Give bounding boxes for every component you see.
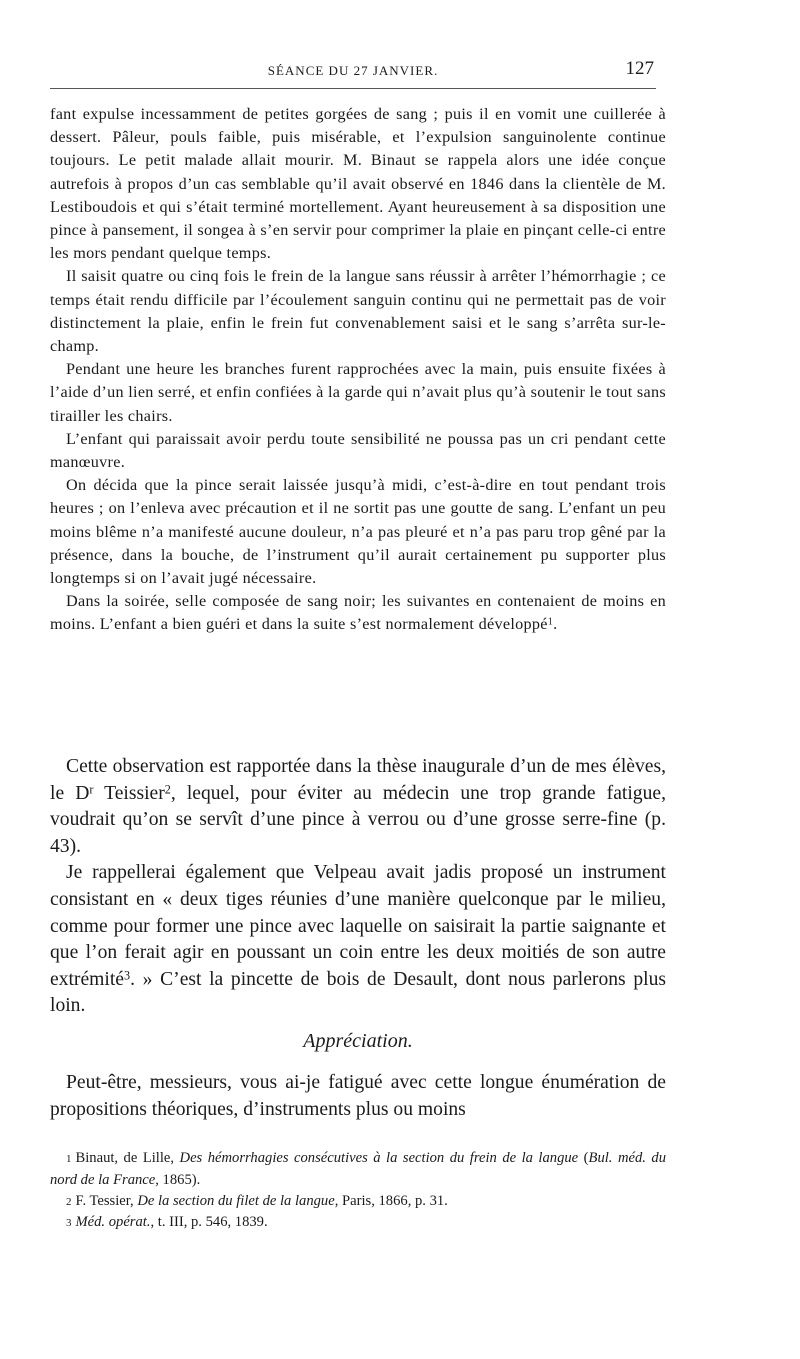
section-heading: Appréciation.	[303, 1030, 413, 1052]
case-report-last-text: Dans la soirée, selle composée de sang noir; les suivantes en contenaient de moins en moins. L’enfant a bien guéri et dans la suite s’est normalement développé	[50, 592, 666, 634]
footnote-2: 2 F. Tessier, De la section du filet de la langue, Paris, 1866, p. 31.	[66, 1192, 448, 1209]
case-report-paragraph: Dans la soirée, selle composée de sang noir; les suivantes en contenaient de moins en moins. L’enfant a bien guéri et dans la suite s’est normalement développé$^1$.	[50, 592, 666, 634]
body-paragraph-2: Je rappellerai également que Velpeau avait jadis proposé un instrument consistant en « deux tiges réunies d’une manière quelconque par le milieu, comme pour former une pince avec laquelle on saisirait la partie saignante et que l’on ferait agir en poussant un coin entre les deux moitiés de son autre extrémité$^3$. » C’est la pincette de bois de Desault, dont nous parlerons plus loin.	[50, 862, 667, 1017]
footnote-3: 3 Méd. opérat., t. III, p. 546, 1839.	[66, 1214, 268, 1231]
body-paragraph-1: Cette observation est rapportée dans la thèse inaugurale d’un de mes élèves, le $D^r$ Teissier$^2$, lequel, pour éviter au médecin une trop grande fatigue, voudrait qu’on se servît d’une pince à verrou ou d’une grosse serre-fine (p. 43).	[50, 756, 666, 857]
page-number: 127	[625, 58, 654, 79]
main-text	[50, 754, 666, 1020]
case-report-paragraph: L’enfant qui paraissait avoir perdu toute sensibilité ne poussa pas un cri pendant cette manœuvre.	[50, 429, 666, 472]
case-report-quotation	[50, 103, 666, 637]
case-report-paragraph: On décida que la pince serait laissée jusqu’à midi, c’est-à-dire en tout pendant trois heures ; on l’enleva avec précaution et il ne sortit pas une goutte de sang. L’enfant un peu moins blême n’a manifesté aucune douleur, n’a pas pleuré et n’a pas paru trop gêné par la présence, dans la bouche, de l’instrument qu’il aurait certainement pu supporter plus longtemps si on l’avait jugé nécessaire.	[50, 476, 666, 588]
footnote-ref: 2	[164, 782, 171, 797]
case-report-paragraph: Il saisit quatre ou cinq fois le frein de la langue sans réussir à arrêter l’hémorrhagie ; ce temps était rendu difficile par l’écoulement sanguin continu qui ne permettait pas de voir distinctement la plaie, enfin le frein fut convenablement saisi et le sang s’arrêta sur-le-champ.	[50, 267, 666, 356]
case-report-paragraph: fant expulse incessamment de petites gorgées de sang ; puis il en vomit une cuillerée à dessert. Pâleur, pouls faible, puis misérable, et l’expulsion sanguinolente continue toujours. Le petit malade allait mourir. M. Binaut se rappela alors une idée conçue autrefois à propos d’un cas semblable qu’il avait observé en 1846 dans la clientèle de M. Lestiboudois et qui s’était terminé mortellement. Ayant heureusement à sa disposition une pince à pansement, il songea à s’en servir pour comprimer la plaie en pinçant celle-ci entre les mors pendant quelque temps.	[50, 105, 666, 263]
main-text-continued	[50, 1070, 666, 1123]
footnotes	[50, 1148, 666, 1234]
running-header	[50, 58, 656, 89]
running-title: SÉANCE DU 27 JANVIER.	[267, 63, 439, 78]
body-paragraph-3: Peut-être, messieurs, vous ai-je fatigué avec cette longue énumération de propositions théoriques, d’instruments plus ou moins	[50, 1072, 666, 1120]
footnote-ref: 3	[123, 968, 131, 983]
footnote-ref: 1	[547, 616, 554, 628]
case-report-paragraph: Pendant une heure les branches furent rapprochées avec la main, puis ensuite fixées à l’aide d’un lien serré, et enfin confiées à la garde qui n’avait plus qu’à soutenir le tout sans tirailler les chairs.	[50, 360, 666, 425]
footnote-1: 1 Binaut, de Lille, Des hémorrhagies consécutives à la section du frein de la langue (Bul. méd. du nord de la France, 1865).	[50, 1150, 666, 1188]
